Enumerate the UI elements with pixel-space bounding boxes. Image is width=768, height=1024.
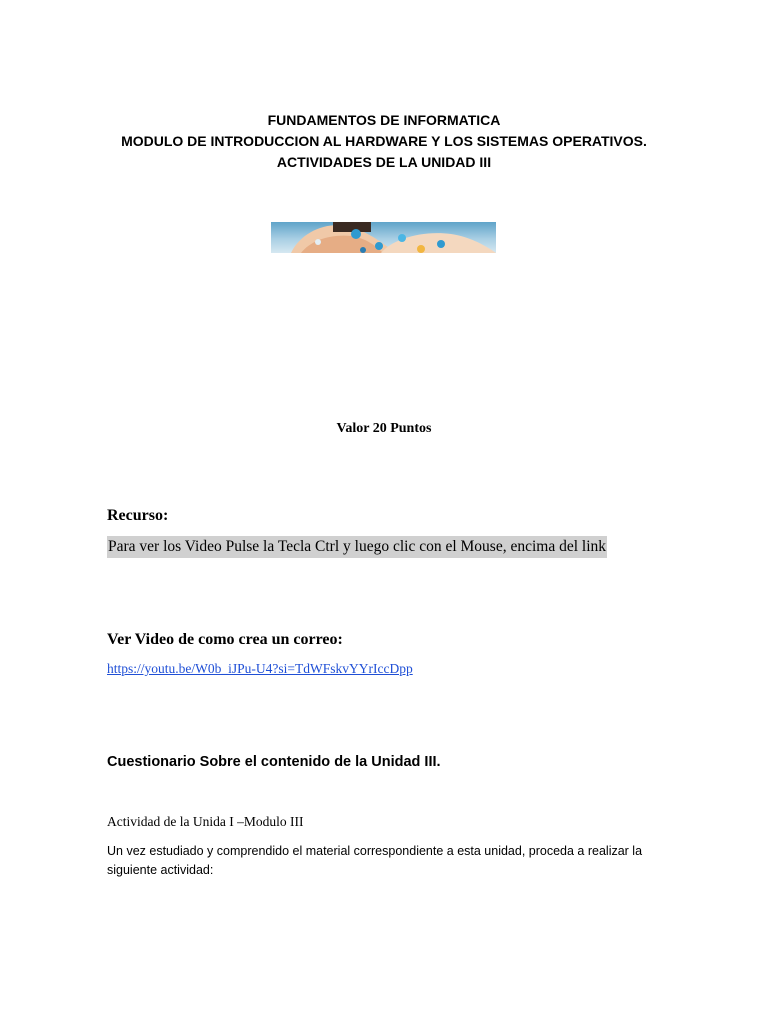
activity-instructions: Un vez estudiado y comprendido el material correspondiente a esta unidad, proceda a realizar la siguiente actividad: [107,844,643,877]
document-title-block [0,110,768,173]
resource-instruction: Para ver los Video Pulse la Tecla Ctrl y luego clic con el Mouse, encima del link [107,536,607,558]
video-heading: Ver Video de como crea un correo: [107,631,343,648]
unit-title: ACTIVIDADES DE LA UNIDAD III [276,154,492,170]
banner-image [271,222,496,253]
value-points: Valor 20 Puntos [336,421,432,436]
activity-title: Actividad de la Unida I –Modulo III [107,814,304,829]
banner-illustration [271,222,496,253]
course-title: FUNDAMENTOS DE INFORMATICA [267,112,501,128]
resource-heading: Recurso: [107,507,169,524]
questionnaire-heading: Cuestionario Sobre el contenido de la Unidad III. [107,754,441,770]
video-link[interactable]: https://youtu.be/W0b_iJPu-U4?si=TdWFskvYYrIccDpp [107,661,413,676]
module-title: MODULO DE INTRODUCCION AL HARDWARE Y LOS SISTEMAS OPERATIVOS. [121,133,647,149]
